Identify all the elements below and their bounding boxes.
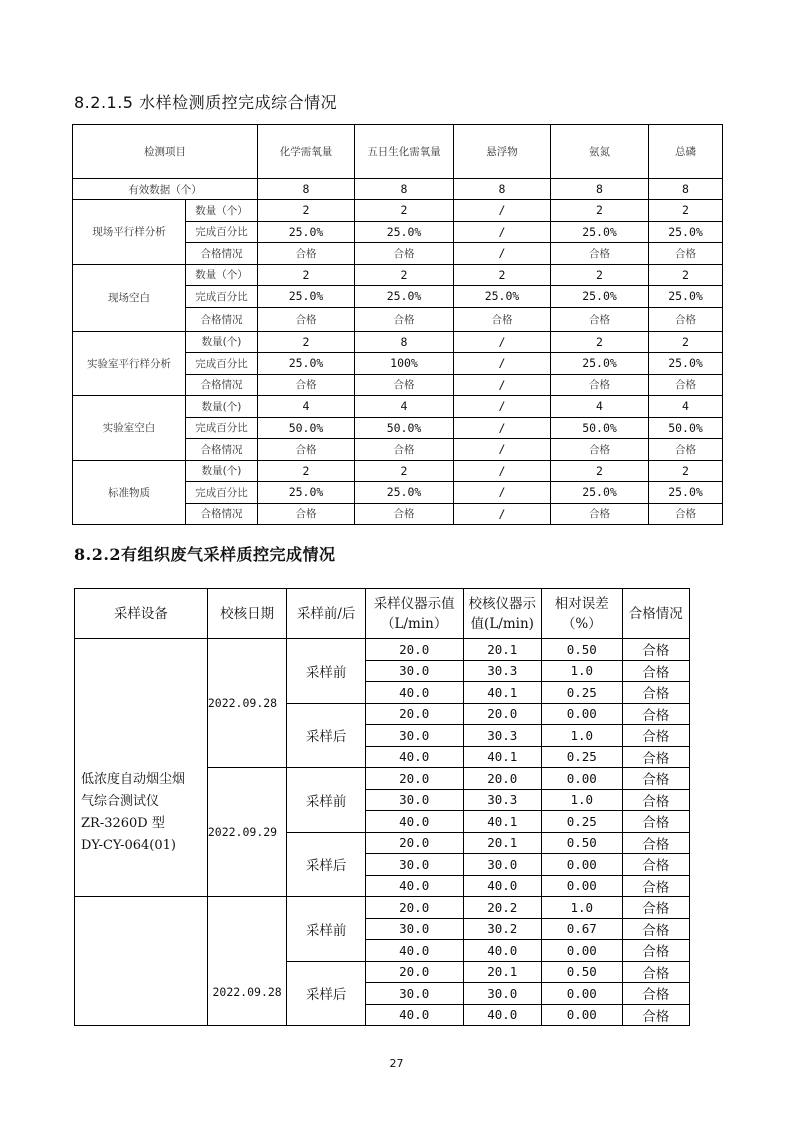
pass-status: 合格: [622, 639, 689, 661]
table-row: [75, 639, 690, 661]
sampler-value: 20.0: [365, 639, 463, 661]
value-cell: 合格: [649, 503, 723, 525]
calibrator-value: 40.0: [463, 1004, 542, 1026]
sampler-value: 40.0: [365, 746, 463, 768]
sampler-value: 20.0: [365, 703, 463, 725]
value-cell: 2: [551, 200, 649, 222]
value-cell: /: [454, 417, 551, 439]
header-cell: 采样设备: [75, 589, 208, 639]
relative-error: 0.50: [542, 961, 623, 983]
metric-label: 完成百分比: [186, 417, 258, 439]
metric-label: 完成百分比: [186, 482, 258, 504]
metric-label: 数量（个）: [186, 264, 258, 286]
calibrator-value: 20.0: [463, 703, 542, 725]
value-cell: /: [454, 374, 551, 396]
value-cell: 25.0%: [649, 353, 723, 375]
date-cell: 2022.09.29: [207, 768, 287, 897]
table-row: [73, 331, 723, 353]
header-cell: 检测项目: [73, 125, 258, 179]
date-cell: 2022.09.28: [207, 639, 287, 768]
value-cell: 8: [649, 179, 723, 200]
value-cell: 25.0%: [454, 286, 551, 308]
pass-status: 合格: [622, 725, 689, 747]
value-cell: 4: [355, 396, 454, 418]
phase-cell: 采样前: [287, 897, 366, 962]
value-cell: 合格: [454, 307, 551, 331]
value-cell: /: [454, 353, 551, 375]
device-line: ZR-3260D 型: [81, 816, 165, 831]
calibrator-value: 30.3: [463, 660, 542, 682]
pass-status: 合格: [622, 854, 689, 876]
value-cell: 2: [454, 264, 551, 286]
table-row: [73, 264, 723, 286]
value-cell: 2: [355, 460, 454, 482]
metric-label: 数量（个）: [186, 200, 258, 222]
device-cell-empty: [75, 897, 208, 1026]
value-cell: 2: [551, 264, 649, 286]
value-cell: 8: [355, 179, 454, 200]
phase-cell: 采样后: [287, 703, 366, 768]
value-cell: 2: [649, 460, 723, 482]
pass-status: 合格: [622, 660, 689, 682]
device-line: 低浓度自动烟尘烟: [81, 772, 186, 787]
relative-error: 1.0: [542, 789, 623, 811]
value-cell: 2: [551, 460, 649, 482]
sampler-value: 30.0: [365, 918, 463, 940]
value-cell: 2: [649, 200, 723, 222]
metric-label: 完成百分比: [186, 353, 258, 375]
relative-error: 0.50: [542, 639, 623, 661]
value-cell: 2: [551, 331, 649, 353]
metric-label: 数量(个): [186, 331, 258, 353]
value-cell: 合格: [649, 243, 723, 265]
calibrator-value: 30.0: [463, 983, 542, 1005]
table-row: [73, 200, 723, 222]
header-cell: 采样仪器示值（L/min）: [365, 589, 463, 639]
relative-error: 0.00: [542, 1004, 623, 1026]
value-cell: 8: [258, 179, 355, 200]
value-cell: /: [454, 331, 551, 353]
value-cell: 合格: [258, 439, 355, 461]
device-cell: [75, 639, 208, 897]
relative-error: 1.0: [542, 897, 623, 919]
metric-label: 完成百分比: [186, 221, 258, 243]
value-cell: 合格: [355, 307, 454, 331]
metric-label: 数量(个): [186, 460, 258, 482]
value-cell: 合格: [258, 503, 355, 525]
calibrator-value: 40.1: [463, 746, 542, 768]
relative-error: 0.00: [542, 703, 623, 725]
value-cell: /: [454, 439, 551, 461]
value-cell: 合格: [551, 439, 649, 461]
value-cell: 合格: [258, 307, 355, 331]
value-cell: 2: [649, 331, 723, 353]
header-cell: 总磷: [649, 125, 723, 179]
header-cell: 采样前/后: [287, 589, 366, 639]
section-title-gas-qc: 8.2.2有组织废气采样质控完成情况: [74, 545, 336, 564]
metric-label: 合格情况: [186, 374, 258, 396]
header-cell: 化学需氧量: [258, 125, 355, 179]
value-cell: 2: [355, 264, 454, 286]
calibrator-value: 40.0: [463, 940, 542, 962]
relative-error: 0.67: [542, 918, 623, 940]
value-cell: 25.0%: [551, 353, 649, 375]
sampler-value: 20.0: [365, 961, 463, 983]
value-cell: 50.0%: [649, 417, 723, 439]
row-label: 有效数据（个）: [73, 179, 258, 200]
value-cell: 25.0%: [649, 482, 723, 504]
date-cell: 2022.09.28: [207, 897, 287, 1026]
metric-label: 合格情况: [186, 243, 258, 265]
gas-sampling-qc-table: [74, 588, 690, 1026]
metric-label: 数量(个): [186, 396, 258, 418]
value-cell: 合格: [258, 374, 355, 396]
metric-label: 合格情况: [186, 503, 258, 525]
group-label: 实验室平行样分析: [73, 331, 186, 396]
calibrator-value: 20.2: [463, 897, 542, 919]
value-cell: 2: [258, 460, 355, 482]
pass-status: 合格: [622, 832, 689, 854]
value-cell: 合格: [258, 243, 355, 265]
value-cell: 25.0%: [551, 221, 649, 243]
valid-data-row: [73, 179, 723, 200]
value-cell: 合格: [551, 374, 649, 396]
table-row: [73, 396, 723, 418]
sampler-value: 30.0: [365, 854, 463, 876]
value-cell: 8: [454, 179, 551, 200]
phase-cell: 采样后: [287, 832, 366, 897]
value-cell: 25.0%: [649, 286, 723, 308]
value-cell: 4: [258, 396, 355, 418]
pass-status: 合格: [622, 682, 689, 704]
calibrator-value: 20.1: [463, 961, 542, 983]
pass-status: 合格: [622, 875, 689, 897]
pass-status: 合格: [622, 1004, 689, 1026]
sampler-value: 40.0: [365, 682, 463, 704]
sampler-value: 40.0: [365, 1004, 463, 1026]
value-cell: 100%: [355, 353, 454, 375]
sampler-value: 40.0: [365, 811, 463, 833]
value-cell: 25.0%: [649, 221, 723, 243]
sampler-value: 30.0: [365, 660, 463, 682]
header-cell: 五日生化需氧量: [355, 125, 454, 179]
table-row: [75, 897, 690, 919]
relative-error: 0.00: [542, 854, 623, 876]
header-cell: 氨氮: [551, 125, 649, 179]
value-cell: 50.0%: [258, 417, 355, 439]
value-cell: 合格: [355, 439, 454, 461]
phase-cell: 采样前: [287, 768, 366, 833]
phase-cell: 采样前: [287, 639, 366, 704]
sampler-value: 40.0: [365, 875, 463, 897]
calibrator-value: 40.1: [463, 682, 542, 704]
relative-error: 0.25: [542, 811, 623, 833]
pass-status: 合格: [622, 940, 689, 962]
value-cell: 合格: [355, 243, 454, 265]
header-cell: 校核日期: [207, 589, 287, 639]
value-cell: 2: [258, 264, 355, 286]
relative-error: 0.00: [542, 940, 623, 962]
device-line: 气综合测试仪: [81, 794, 160, 809]
value-cell: /: [454, 243, 551, 265]
value-cell: 25.0%: [258, 482, 355, 504]
sampler-value: 20.0: [365, 768, 463, 790]
header-row: [73, 125, 723, 179]
value-cell: 50.0%: [551, 417, 649, 439]
water-qc-table: [72, 124, 723, 525]
relative-error: 0.00: [542, 768, 623, 790]
pass-status: 合格: [622, 983, 689, 1005]
phase-cell: 采样后: [287, 961, 366, 1026]
value-cell: 2: [258, 331, 355, 353]
sampler-value: 20.0: [365, 832, 463, 854]
sampler-value: 30.0: [365, 725, 463, 747]
calibrator-value: 20.0: [463, 768, 542, 790]
relative-error: 1.0: [542, 725, 623, 747]
relative-error: 1.0: [542, 660, 623, 682]
value-cell: 8: [355, 331, 454, 353]
group-label: 现场空白: [73, 264, 186, 331]
calibrator-value: 40.1: [463, 811, 542, 833]
metric-label: 合格情况: [186, 307, 258, 331]
pass-status: 合格: [622, 918, 689, 940]
metric-label: 完成百分比: [186, 286, 258, 308]
sampler-value: 20.0: [365, 897, 463, 919]
value-cell: 合格: [649, 374, 723, 396]
value-cell: 合格: [355, 374, 454, 396]
pass-status: 合格: [622, 789, 689, 811]
relative-error: 0.50: [542, 832, 623, 854]
group-label: 现场平行样分析: [73, 200, 186, 265]
value-cell: 8: [551, 179, 649, 200]
value-cell: 2: [355, 200, 454, 222]
value-cell: /: [454, 200, 551, 222]
value-cell: /: [454, 460, 551, 482]
value-cell: 合格: [551, 243, 649, 265]
table-row: [73, 460, 723, 482]
value-cell: 25.0%: [355, 482, 454, 504]
value-cell: 合格: [355, 503, 454, 525]
pass-status: 合格: [622, 961, 689, 983]
relative-error: 0.25: [542, 746, 623, 768]
value-cell: 25.0%: [258, 221, 355, 243]
calibrator-value: 30.3: [463, 789, 542, 811]
header-cell: 合格情况: [622, 589, 689, 639]
sampler-value: 30.0: [365, 789, 463, 811]
value-cell: /: [454, 396, 551, 418]
value-cell: 合格: [649, 307, 723, 331]
value-cell: 4: [551, 396, 649, 418]
value-cell: /: [454, 503, 551, 525]
group-label: 标准物质: [73, 460, 186, 525]
section-title-water-qc: 8.2.1.5 水样检测质控完成综合情况: [74, 93, 338, 112]
sampler-value: 40.0: [365, 940, 463, 962]
calibrator-value: 30.2: [463, 918, 542, 940]
value-cell: /: [454, 482, 551, 504]
relative-error: 0.25: [542, 682, 623, 704]
value-cell: 25.0%: [551, 286, 649, 308]
value-cell: 2: [649, 264, 723, 286]
value-cell: 25.0%: [355, 286, 454, 308]
header-cell: 悬浮物: [454, 125, 551, 179]
sampler-value: 30.0: [365, 983, 463, 1005]
value-cell: 4: [649, 396, 723, 418]
page-number: 27: [389, 1057, 404, 1070]
device-line: DY-CY-064(01): [81, 838, 176, 853]
metric-label: 合格情况: [186, 439, 258, 461]
value-cell: 合格: [551, 503, 649, 525]
header-cell: 校核仪器示值(L/min): [463, 589, 542, 639]
calibrator-value: 40.0: [463, 875, 542, 897]
relative-error: 0.00: [542, 875, 623, 897]
group-label: 实验室空白: [73, 396, 186, 461]
value-cell: /: [454, 221, 551, 243]
value-cell: 2: [258, 200, 355, 222]
pass-status: 合格: [622, 897, 689, 919]
value-cell: 合格: [551, 307, 649, 331]
calibrator-value: 30.0: [463, 854, 542, 876]
relative-error: 0.00: [542, 983, 623, 1005]
value-cell: 50.0%: [355, 417, 454, 439]
value-cell: 25.0%: [258, 353, 355, 375]
calibrator-value: 20.1: [463, 639, 542, 661]
pass-status: 合格: [622, 811, 689, 833]
pass-status: 合格: [622, 768, 689, 790]
calibrator-value: 30.3: [463, 725, 542, 747]
calibrator-value: 20.1: [463, 832, 542, 854]
header-cell: 相对误差（%）: [542, 589, 623, 639]
value-cell: 25.0%: [551, 482, 649, 504]
value-cell: 25.0%: [355, 221, 454, 243]
value-cell: 合格: [649, 439, 723, 461]
value-cell: 25.0%: [258, 286, 355, 308]
header-row: [75, 589, 690, 639]
pass-status: 合格: [622, 703, 689, 725]
pass-status: 合格: [622, 746, 689, 768]
